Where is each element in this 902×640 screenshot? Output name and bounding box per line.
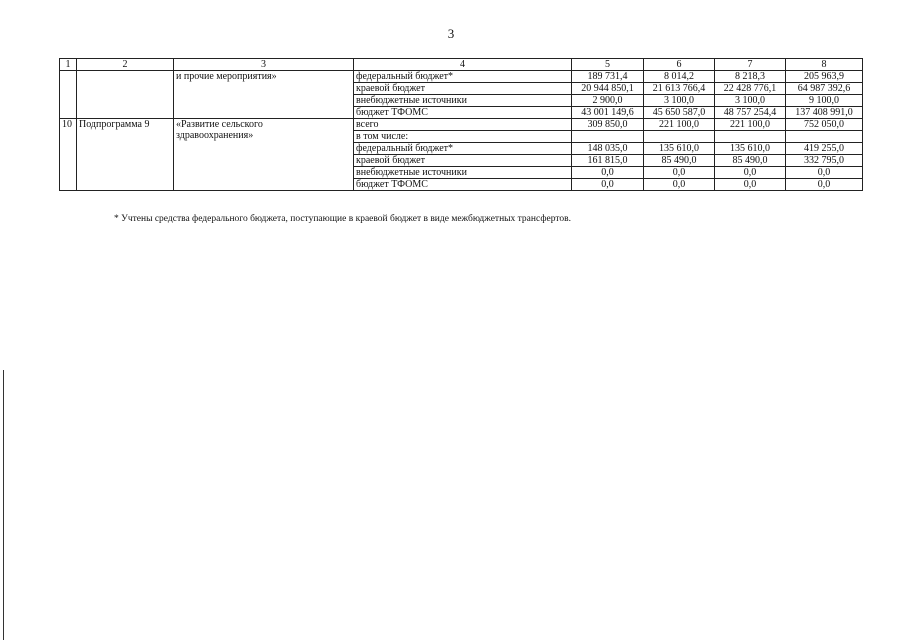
column-header: 7 — [715, 59, 786, 71]
item-name-cell — [174, 119, 354, 191]
value-cell: 0,0 — [644, 167, 715, 179]
funding-source: всего — [354, 119, 572, 131]
value-cell: 148 035,0 — [572, 143, 644, 155]
value-cell: 752 050,0 — [786, 119, 863, 131]
value-cell: 221 100,0 — [644, 119, 715, 131]
value-cell: 135 610,0 — [644, 143, 715, 155]
value-cell: 0,0 — [786, 179, 863, 191]
value-cell: 64 987 392,6 — [786, 83, 863, 95]
value-cell: 20 944 850,1 — [572, 83, 644, 95]
value-cell — [572, 131, 644, 143]
value-cell: 0,0 — [715, 167, 786, 179]
value-cell: 2 900,0 — [572, 95, 644, 107]
item-name-cell: и прочие мероприятия» — [174, 71, 354, 119]
column-header: 1 — [60, 59, 77, 71]
item-name-line: здравоохранения» — [176, 130, 254, 141]
value-cell: 137 408 991,0 — [786, 107, 863, 119]
value-cell: 8 014,2 — [644, 71, 715, 83]
value-cell: 0,0 — [786, 167, 863, 179]
column-header: 5 — [572, 59, 644, 71]
value-cell: 3 100,0 — [644, 95, 715, 107]
funding-source: краевой бюджет — [354, 155, 572, 167]
value-cell: 0,0 — [644, 179, 715, 191]
value-cell: 85 490,0 — [644, 155, 715, 167]
value-cell: 48 757 254,4 — [715, 107, 786, 119]
item-name-line: «Развитие сельского — [176, 119, 263, 130]
funding-source: бюджет ТФОМС — [354, 179, 572, 191]
table-row — [60, 71, 863, 83]
funding-source: федеральный бюджет* — [354, 143, 572, 155]
funding-source: бюджет ТФОМС — [354, 107, 572, 119]
item-number-cell: 10 — [60, 119, 77, 191]
item-status-cell: Подпрограмма 9 — [77, 119, 174, 191]
value-cell: 3 100,0 — [715, 95, 786, 107]
value-cell — [644, 131, 715, 143]
item-status-cell — [77, 71, 174, 119]
value-cell: 205 963,9 — [786, 71, 863, 83]
item-number-cell — [60, 71, 77, 119]
value-cell: 135 610,0 — [715, 143, 786, 155]
value-cell: 85 490,0 — [715, 155, 786, 167]
value-cell: 9 100,0 — [786, 95, 863, 107]
funding-source: краевой бюджет — [354, 83, 572, 95]
value-cell: 0,0 — [572, 167, 644, 179]
column-header: 8 — [786, 59, 863, 71]
value-cell: 161 815,0 — [572, 155, 644, 167]
scan-edge-line — [3, 370, 4, 640]
value-cell: 419 255,0 — [786, 143, 863, 155]
value-cell: 221 100,0 — [715, 119, 786, 131]
column-number-row — [60, 59, 863, 71]
value-cell: 43 001 149,6 — [572, 107, 644, 119]
value-cell: 189 731,4 — [572, 71, 644, 83]
funding-source: внебюджетные источники — [354, 167, 572, 179]
value-cell: 8 218,3 — [715, 71, 786, 83]
budget-table — [59, 58, 863, 191]
funding-source: внебюджетные источники — [354, 95, 572, 107]
column-header: 4 — [354, 59, 572, 71]
page-number: 3 — [447, 26, 455, 41]
value-cell — [715, 131, 786, 143]
footnote: * Учтены средства федерального бюджета, поступающие в краевой бюджет в виде межбюджетных трансфертов. — [114, 214, 571, 224]
column-header: 2 — [77, 59, 174, 71]
funding-source: в том числе: — [354, 131, 572, 143]
value-cell: 0,0 — [715, 179, 786, 191]
value-cell: 309 850,0 — [572, 119, 644, 131]
value-cell: 21 613 766,4 — [644, 83, 715, 95]
column-header: 3 — [174, 59, 354, 71]
value-cell: 45 650 587,0 — [644, 107, 715, 119]
funding-source: федеральный бюджет* — [354, 71, 572, 83]
table-row — [60, 119, 863, 131]
value-cell: 0,0 — [572, 179, 644, 191]
value-cell — [786, 131, 863, 143]
value-cell: 332 795,0 — [786, 155, 863, 167]
column-header: 6 — [644, 59, 715, 71]
value-cell: 22 428 776,1 — [715, 83, 786, 95]
